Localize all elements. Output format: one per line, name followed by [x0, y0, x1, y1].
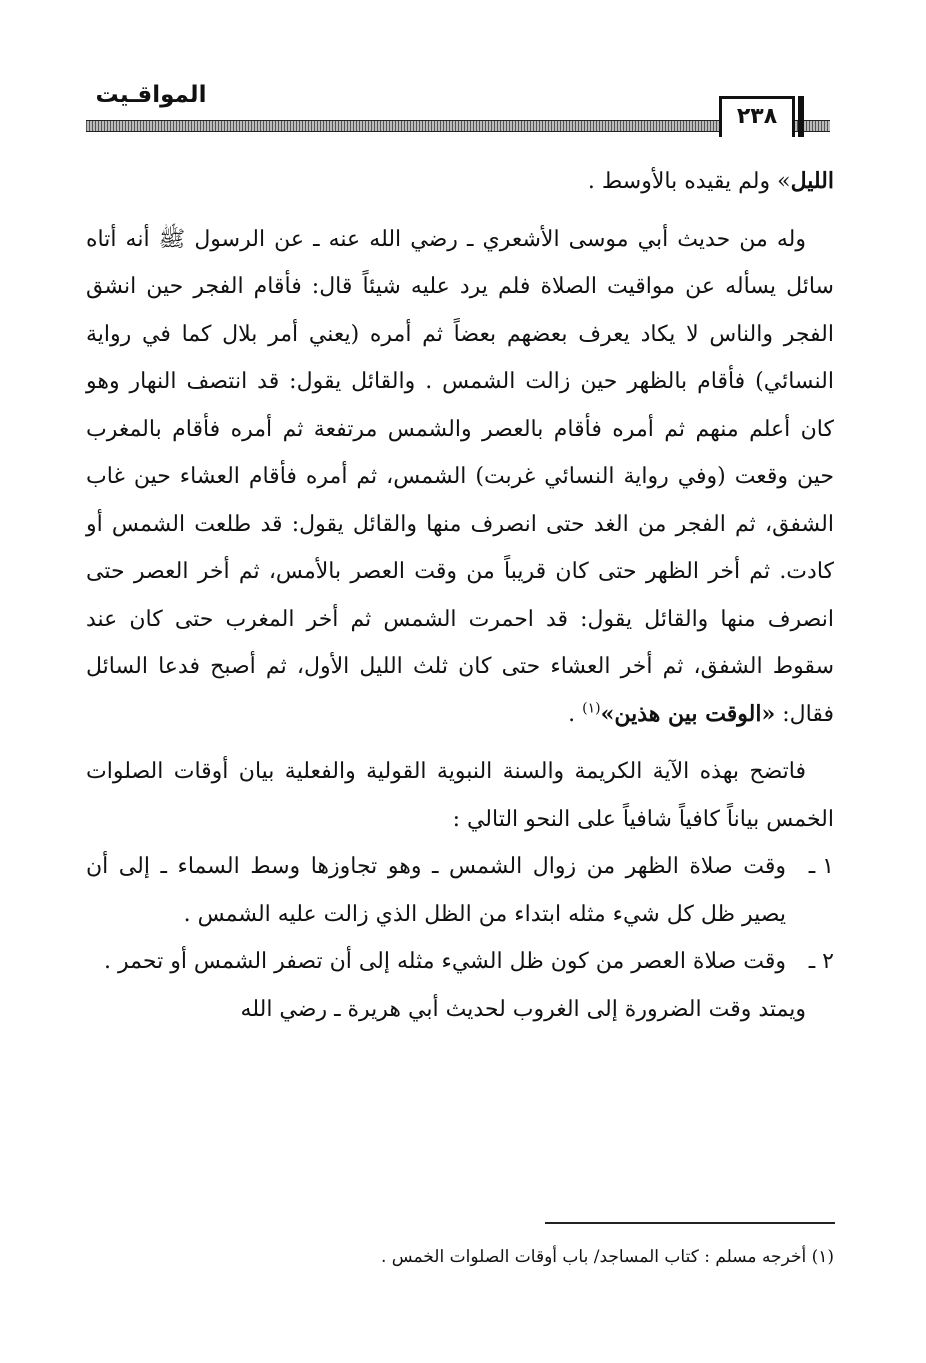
running-title: المواقـيت — [95, 82, 207, 108]
quote-word: الليل — [790, 168, 834, 194]
paragraph-4: ويمتد وقت الضرورة إلى الغروب لحديث أبي هريرة ـ رضي الله — [240, 996, 806, 1022]
paragraph-3: فاتضح بهذه الآية الكريمة والسنة النبوية القولية والفعلية بيان أوقات الصلوات الخمس بياناً كافياً شافياً على النحو التالي : — [86, 759, 834, 832]
footnote-divider — [545, 1222, 835, 1224]
list-item — [86, 843, 834, 938]
main-text — [86, 158, 834, 1033]
footnote: (١) أخرجه مسلم : كتاب المساجد/ باب أوقات الصلوات الخمس . — [381, 1247, 834, 1267]
list-number: ١ ـ — [808, 854, 834, 879]
list-text: وقت صلاة الظهر من زوال الشمس ـ وهو تجاوزها وسط السماء ـ إلى أن يصير ظل كل شيء مثله ابتداء من الظل الذي زالت عليه الشمس . — [86, 854, 786, 927]
paragraph-1-rest: » ولم يقيده بالأوسط . — [587, 169, 791, 194]
hadith-quote: «الوقت بين هذين» — [600, 700, 776, 727]
page-header — [0, 0, 926, 150]
paragraph-1 — [86, 158, 834, 206]
list-text: وقت صلاة العصر من كون ظل الشيء مثله إلى أن تصفر الشمس أو تحمر . — [104, 949, 786, 974]
hadith-text: وله من حديث أبي موسى الأشعري ـ رضي الله عنه ـ عن الرسول ﷺ أنه أتاه سائل يسأله عن مواقيت الصلاة فلم يرد عليه شيئاً قال: فأقام الفجر حين انشق الفجر والناس لا يكاد يعرف بعضهم بعضاً ثم أمره (يعني أمر بلال كما في رواية النسائي) فأقام بالظهر حين زالت الشمس . والقائل يقول: قد انتصف النهار وهو كان أعلم منهم ثم أمره فأقام بالعصر والشمس مرتفعة ثم أمره فأقام بالمغرب حين وقعت (وفي رواية النسائي غربت) الشمس، ثم أمره فأقام العشاء حين غاب الشفق، ثم الفجر من الغد حتى انصرف منها والقائل يقول: قد طلعت الشمس أو كادت. ثم أخر الظهر حتى كان قريباً من وقت العصر بالأمس، ثم أخر العصر حتى انصرف منها والقائل يقول: قد احمرت الشمس ثم أخر المغرب حتى كان عند سقوط الشفق، ثم أخر العشاء حتى كان ثلث الليل الأول، ثم أصبح فدعا السائل فقال: — [86, 226, 834, 727]
page-number: ٢٣٨ — [719, 96, 795, 137]
paragraph-2: وله من حديث أبي موسى الأشعري ـ رضي الله عنه ـ عن الرسول ﷺ أنه أتاه سائل يسأله عن مواقيت الصلاة فلم يرد عليه شيئاً قال: فأقام الفجر حين انشق الفجر والناس لا يكاد يعرف بعضهم بعضاً ثم أمره (يعني أمر بلال كما في رواية النسائي) فأقام بالظهر حين زالت الشمس . والقائل يقول: قد انتصف النهار وهو كان أعلم منهم ثم أمره فأقام بالعصر والشمس مرتفعة ثم أمره فأقام بالمغرب حين وقعت (وفي رواية النسائي غربت) الشمس، ثم أمره فأقام العشاء حين غاب الشفق، ثم الفجر من الغد حتى انصرف منها والقائل يقول: قد طلعت الشمس أو كادت. ثم أخر الظهر حتى كان قريباً من وقت العصر بالأمس، ثم أخر العصر حتى انصرف منها والقائل يقول: قد احمرت الشمس ثم أخر المغرب حتى كان عند سقوط الشفق، ثم أخر العشاء حتى كان ثلث الليل الأول، ثم أصبح فدعا السائل فقال: «الوقت بين هذين»$^{(١)}$ . — [86, 226, 834, 727]
footnote-ref[interactable]: (١) — [582, 700, 601, 717]
list-item — [86, 938, 834, 986]
list-number: ٢ ـ — [808, 949, 834, 974]
